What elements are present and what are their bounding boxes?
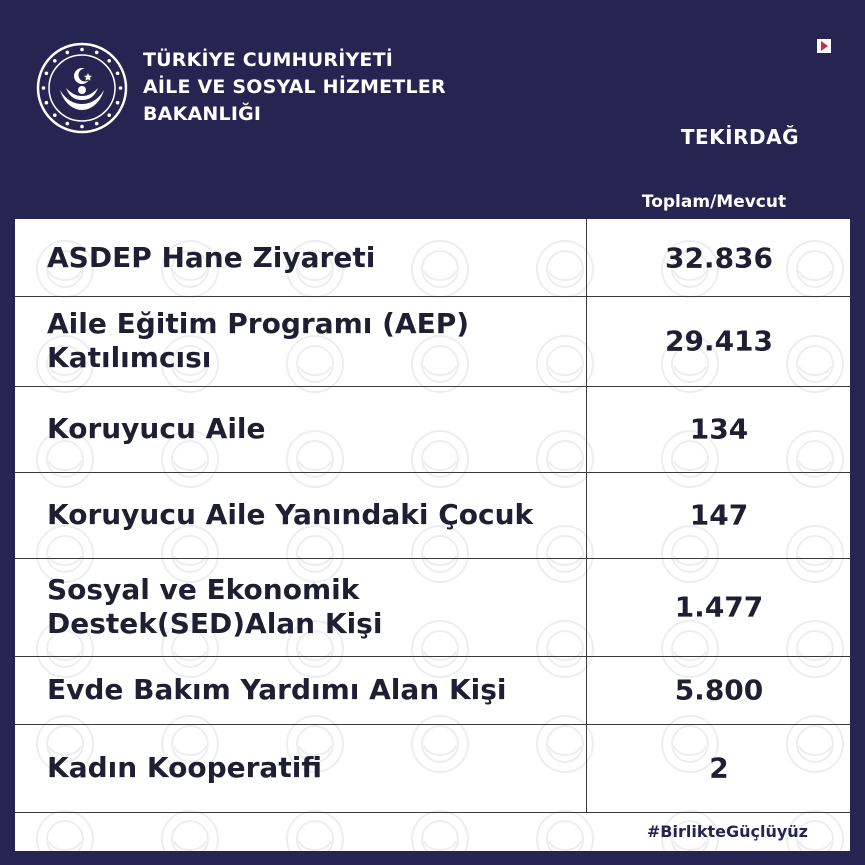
table-row [15,724,850,813]
play-icon[interactable] [816,38,832,54]
table-row [15,296,850,387]
row-label: Kadın Kooperatifi [47,751,323,784]
row-value: 5.800 [674,673,764,707]
row-value: 1.477 [674,590,764,624]
row-value: 134 [689,412,749,446]
table-row [15,219,850,297]
row-label: ASDEP Hane Ziyareti [47,240,376,274]
row-value: 147 [689,498,749,532]
ministry-name [143,47,446,128]
ministry-name-line-3: BAKANLIĞI [143,103,262,125]
row-label: Aile Eğitim Programı (AEP) Katılımcısı [47,307,470,374]
table-row [15,656,850,725]
stats-table [15,219,850,851]
row-value: 2 [709,751,729,785]
row-label: Sosyal ve Ekonomik Destek(SED)Alan Kişi [47,573,383,640]
row-label: Evde Bakım Yardımı Alan Kişi [47,673,507,706]
ministry-logo-icon [36,42,128,134]
table-row [15,386,850,473]
row-label: Koruyucu Aile [47,412,266,445]
table-row [15,472,850,559]
row-value: 29.413 [664,324,774,358]
hashtag: #BirlikteGüçlüyüz [646,822,808,841]
city-title: TEKİRDAĞ [680,125,799,149]
ministry-name-line-1: TÜRKİYE CUMHURİYETİ [143,49,394,71]
column-header: Toplam/Mevcut [641,192,787,212]
table-row [15,558,850,657]
row-label: Koruyucu Aile Yanındaki Çocuk [47,498,534,531]
ministry-name-line-2: AİLE VE SOSYAL HİZMETLER [143,76,446,98]
row-value: 32.836 [664,241,774,274]
